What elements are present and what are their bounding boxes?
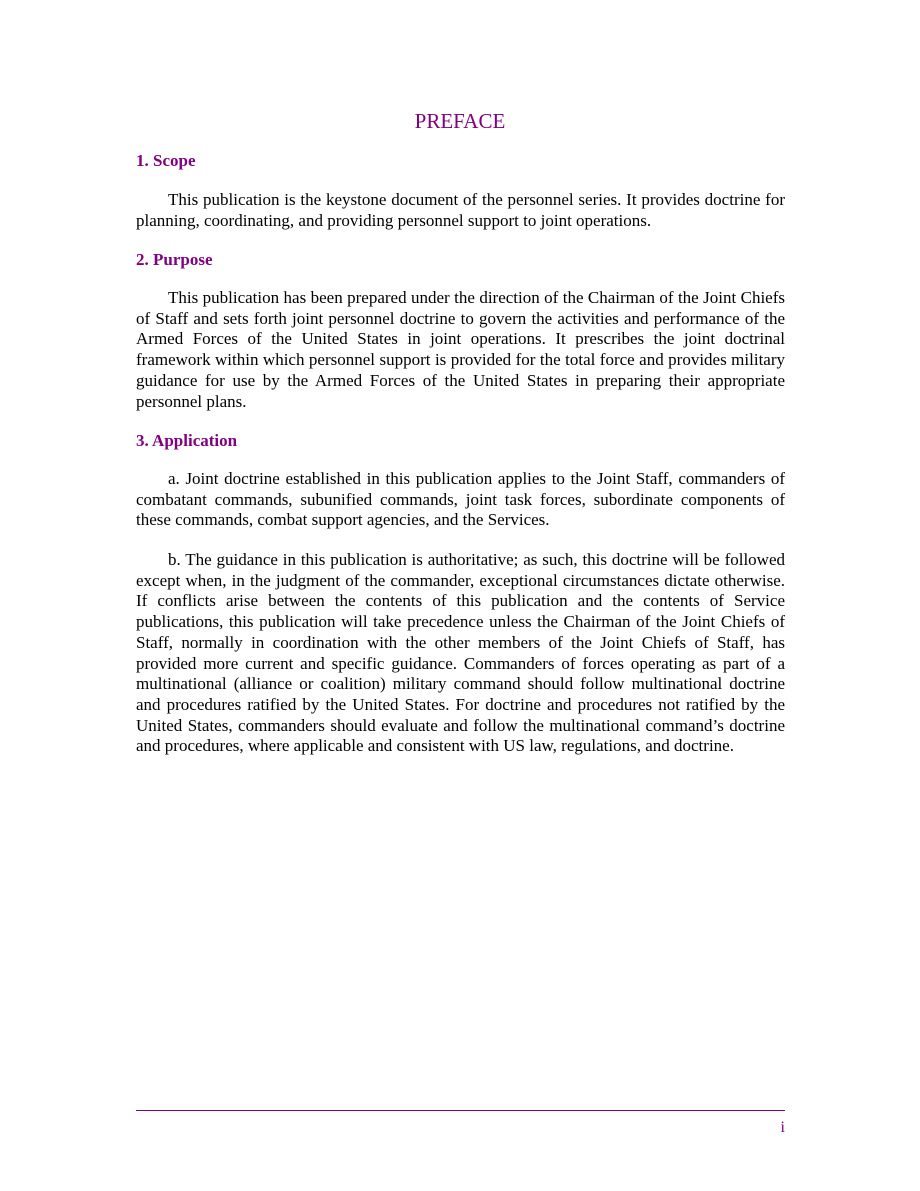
scope-paragraph: This publication is the keystone document of the personnel series. It provides doctrine for planning, coordinating, and providing personnel support to joint operations. bbox=[136, 190, 785, 230]
purpose-paragraph: This publication has been prepared under the direction of the Chairman of the Joint Chiefs of Staff and sets forth joint personnel doctrine to govern the activities and performance of the Armed Forces of the United States in joint operations. It prescribes the joint doctrinal framework within which personnel support is provided for the total force and provides military guidance for use by the Armed Forces of the United States in preparing their appropriate personnel plans. bbox=[136, 288, 785, 411]
page-number: i bbox=[780, 1119, 785, 1136]
section-heading-application: 3. Application bbox=[136, 431, 238, 450]
section-heading-scope: 1. Scope bbox=[136, 151, 196, 170]
footer-divider bbox=[136, 1110, 785, 1111]
application-paragraph-a: a. Joint doctrine established in this publication applies to the Joint Staff, commanders of combatant commands, subunified commands, joint task forces, subordinate components of these commands, combat support agencies, and the Services. bbox=[136, 469, 785, 530]
application-paragraph-b: b. The guidance in this publication is authoritative; as such, this doctrine will be followed except when, in the judgment of the commander, exceptional circumstances dictate otherwise. If conflicts arise between the contents of this publication and the contents of Service publications, this publication will take precedence unless the Chairman of the Joint Chiefs of Staff, normally in coordination with the other members of the Joint Chiefs of Staff, has provided more current and specific guidance. Commanders of forces operating as part of a multinational (alliance or coalition) military command should follow multinational doctrine and procedures ratified by the United States. For doctrine and procedures not ratified by the United States, commanders should evaluate and follow the multinational command’s doctrine and procedures, where applicable and consistent with US law, regulations, and doctrine. bbox=[136, 550, 785, 756]
page-title: PREFACE bbox=[414, 109, 506, 133]
section-heading-purpose: 2. Purpose bbox=[136, 250, 213, 269]
